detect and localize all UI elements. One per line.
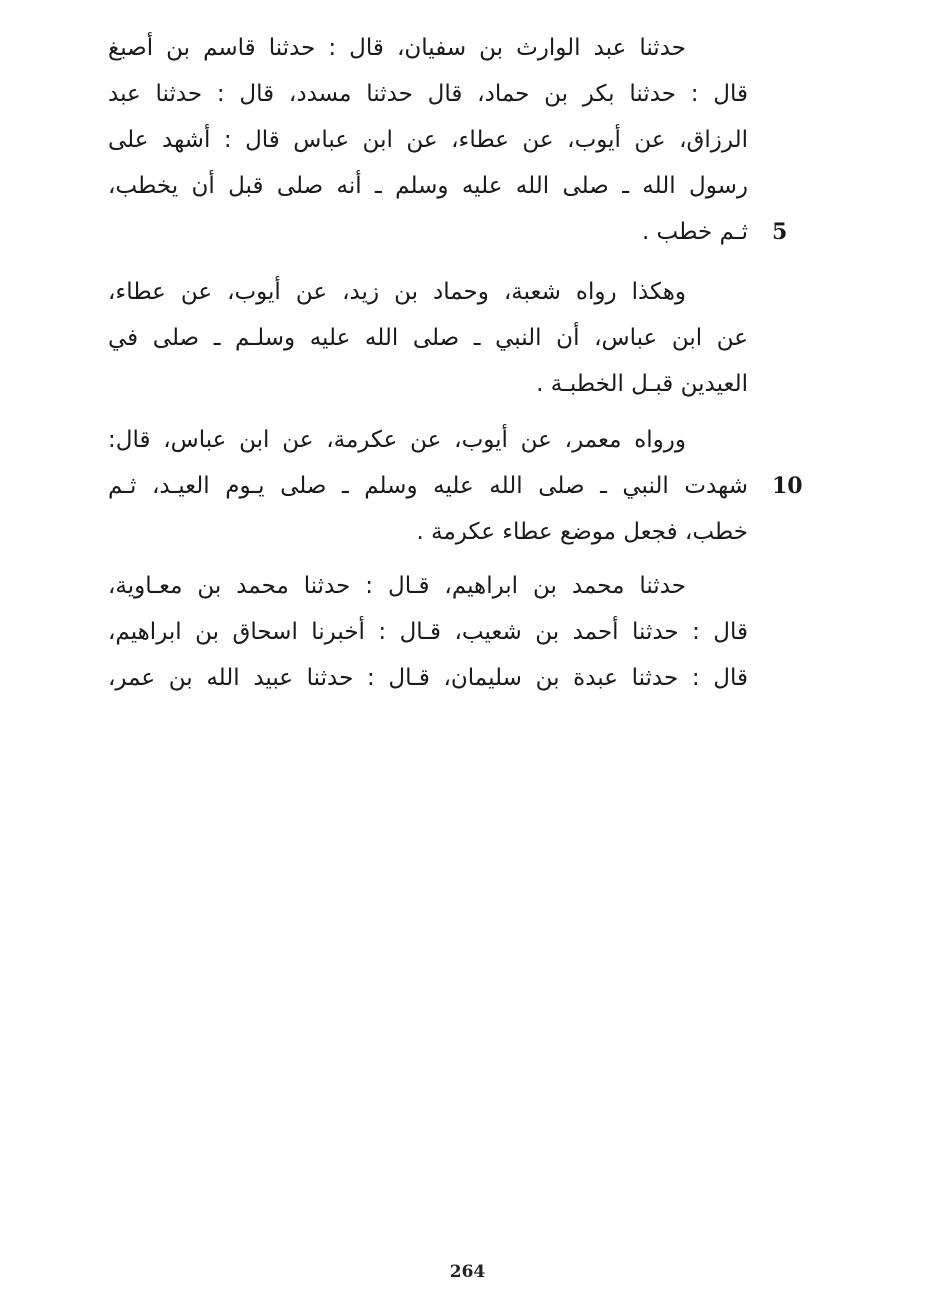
text-line: شهدت النبي ـ صلى الله عليه وسلم ـ صلى يـوم العيـد، ثـم [108, 473, 748, 499]
paragraph-1 [108, 25, 748, 255]
text-line: قال : حدثنا أحمد بن شعيب، قـال : أخبرنا اسحاق بن ابراهيم، [108, 619, 748, 645]
text-line: رسول الله ـ صلى الله عليه وسلم ـ أنه صلى قبل أن يخطب، [108, 173, 748, 199]
text-line: حدثنا محمد بن ابراهيم، قـال : حدثنا محمد بن معـاوية، [108, 573, 686, 599]
line-number-5: 5 [772, 219, 788, 245]
paragraph-4 [108, 563, 748, 701]
paragraph-2 [108, 269, 748, 407]
paragraph-3 [108, 417, 748, 555]
page-number: 264 [449, 1262, 486, 1282]
text-line: خطب، فجعل موضع عطاء عكرمة . [416, 519, 748, 545]
text-line: ثـم خطب . [641, 219, 748, 245]
text-line: قال : حدثنا بكر بن حماد، قال حدثنا مسدد، قال : حدثنا عبد [108, 81, 748, 107]
text-line: حدثنا عبد الوارث بن سفيان، قال : حدثنا قاسم بن أصبغ [108, 35, 686, 61]
text-line: وهكذا رواه شعبة، وحماد بن زيد، عن أيوب، عن عطاء، [108, 279, 686, 305]
text-line: العيدين قبـل الخطبـة . [536, 371, 748, 397]
line-number-10: 10 [772, 473, 803, 499]
text-line: عن ابن عباس، أن النبي ـ صلى الله عليه وسلـم ـ صلى في [108, 325, 748, 351]
text-line: الرزاق، عن أيوب، عن عطاء، عن ابن عباس قال : أشهد على [108, 127, 748, 153]
text-line: قال : حدثنا عبدة بن سليمان، قـال : حدثنا عبيد الله بن عمر، [108, 665, 748, 691]
text-line: ورواه معمر، عن أيوب، عن عكرمة، عن ابن عباس، قال: [108, 427, 686, 453]
